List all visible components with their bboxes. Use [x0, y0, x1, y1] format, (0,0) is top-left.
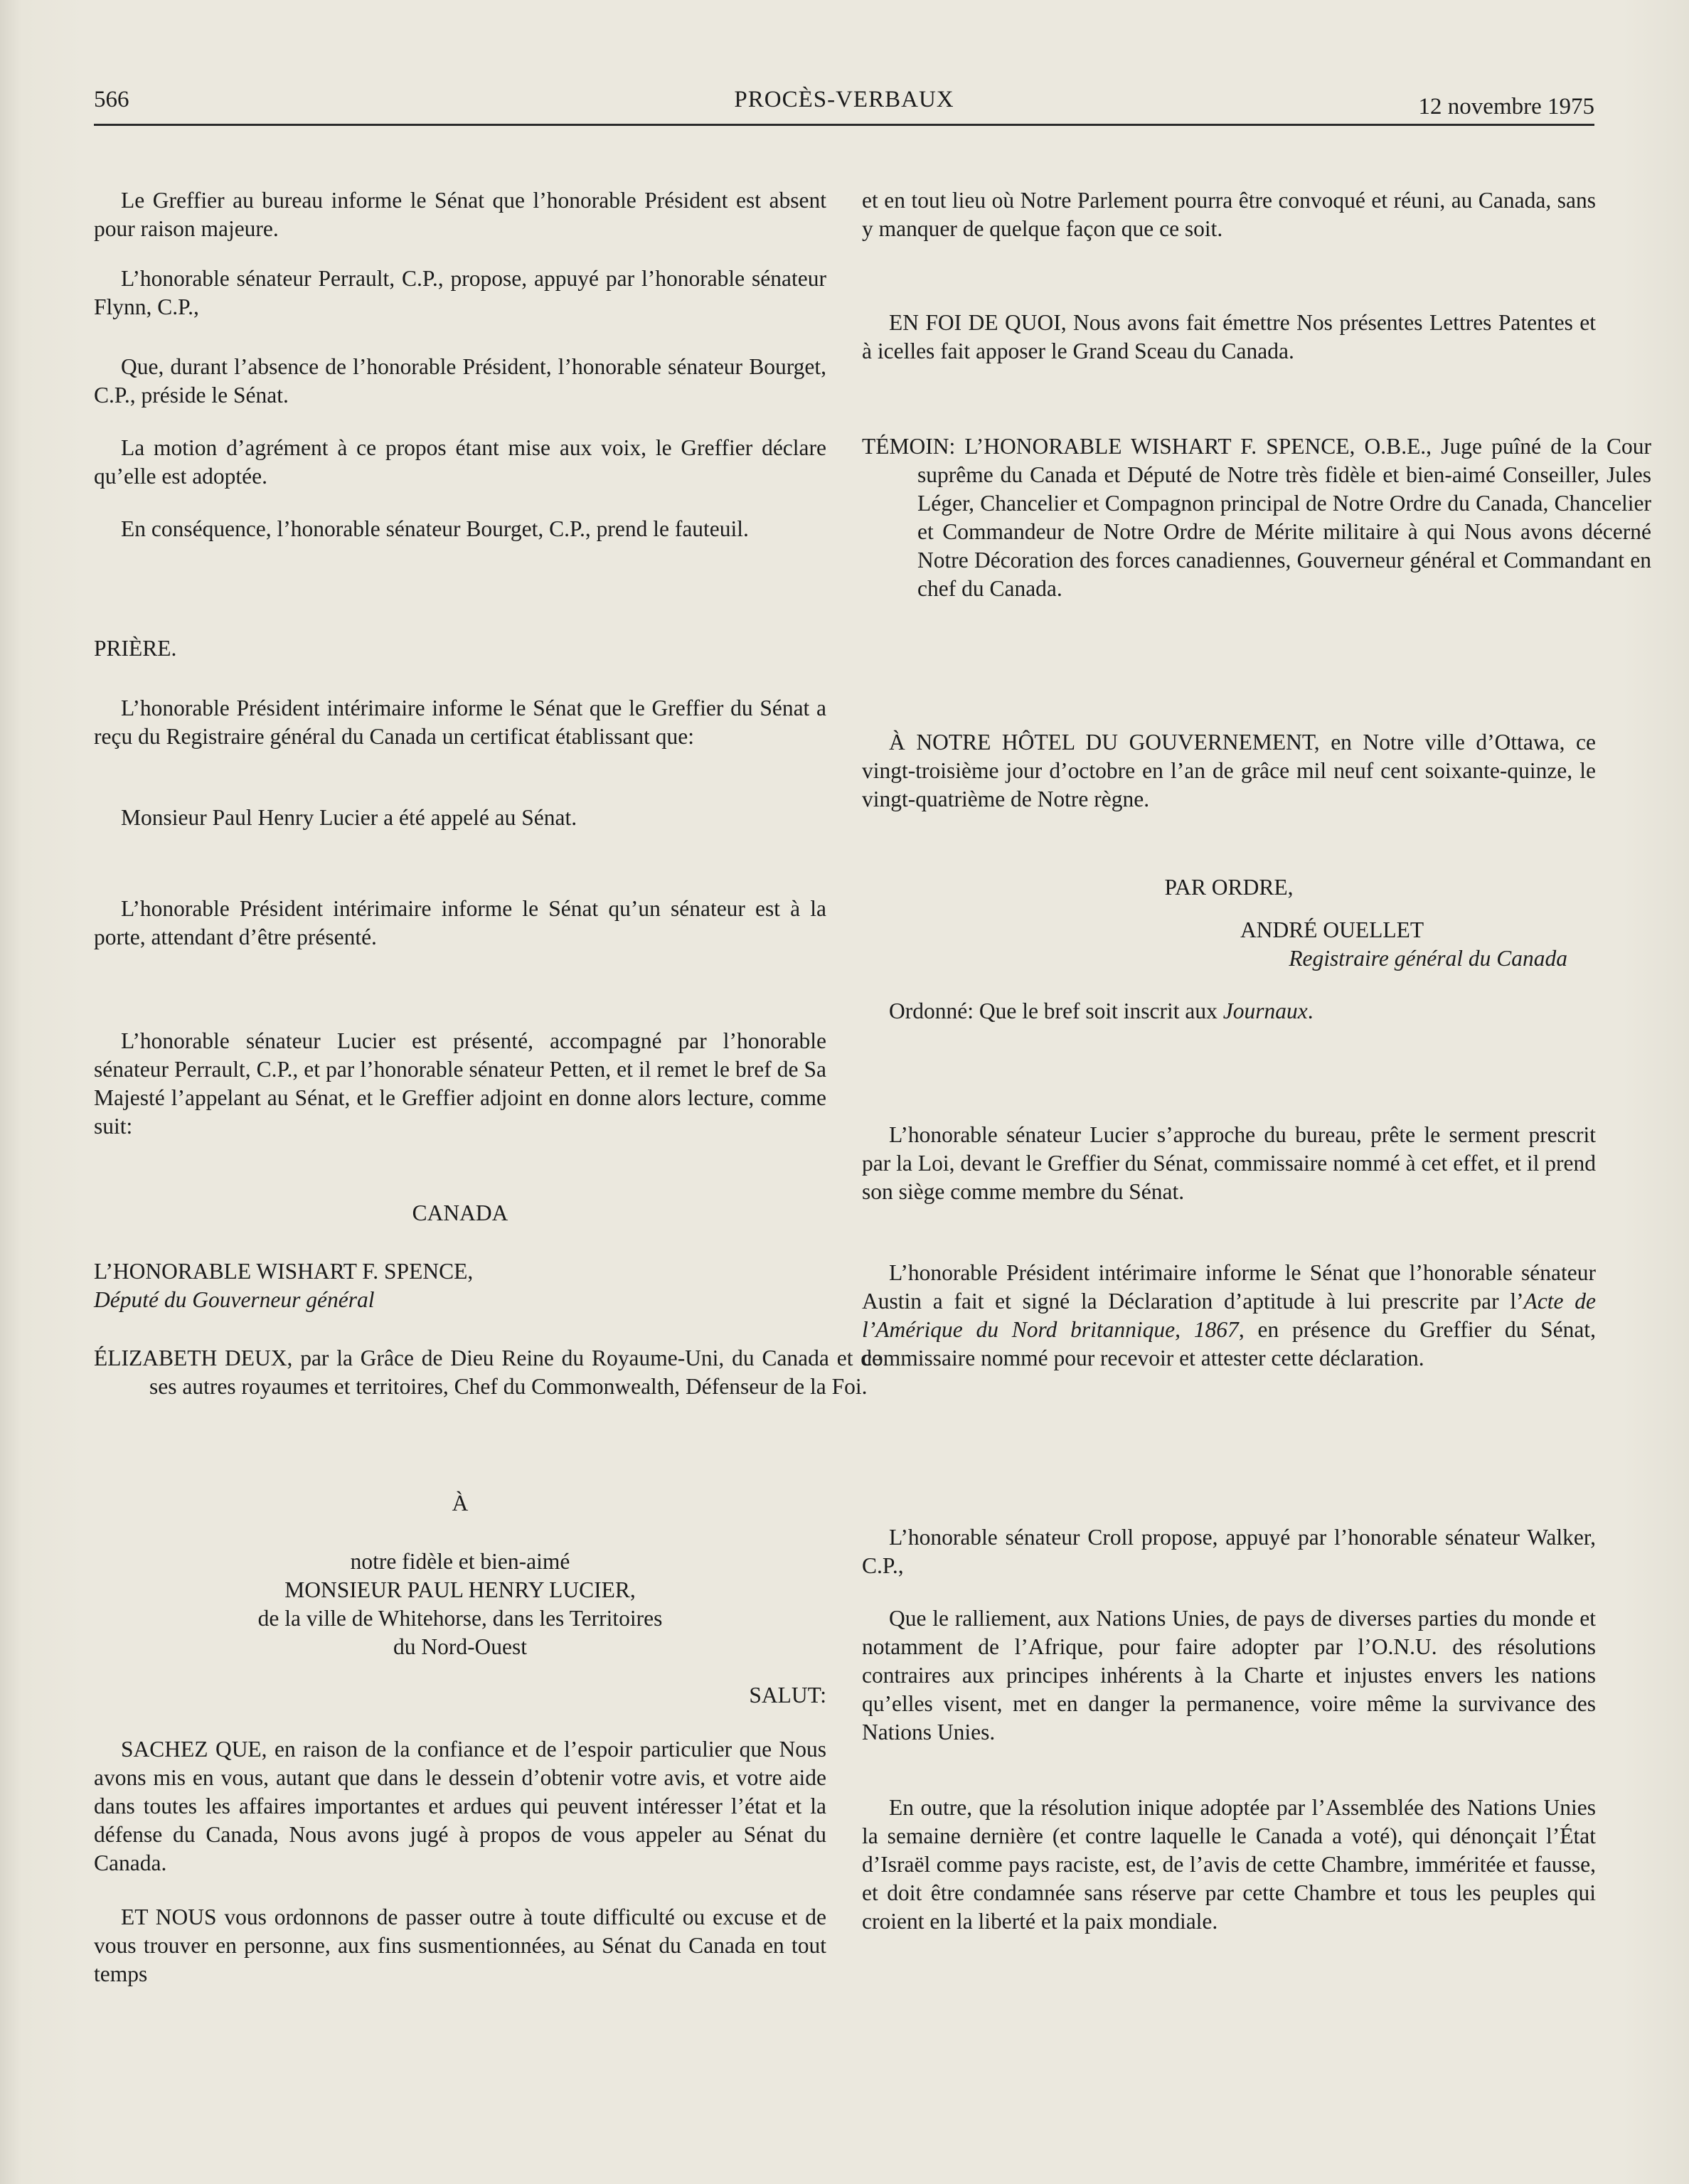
paragraph-elizabeth: ÉLIZABETH DEUX, par la Grâce de Dieu Reine du Royaume-Uni, du Canada et de ses autres royaumes et territoires, Chef du Commonwealth, Défenseur de la Foi.: [94, 1346, 882, 1399]
paragraph-en-outre: En outre, que la résolution inique adoptée par l’Assemblée des Nations Unies la semaine dernière (et contre laquelle le Canada a voté), qui dénonçait l’État d’Israël comme pays raciste, est, de l’avis de cette Chambre, imméritée et fausse, et doit être condamnée sans réserve par cette Chambre et tous les peuples qui croient en la liberté et la paix mondiale.: [862, 1795, 1596, 1934]
austin-text-a: L’honorable Président intérimaire informe le Sénat que l’honorable sénateur Austin a fait et signé la Déclaration d’aptitude à lui prescrite par l’: [862, 1260, 1596, 1314]
heading-canada: CANADA: [412, 1200, 508, 1225]
par-ordre: PAR ORDRE,: [1164, 875, 1294, 900]
paragraph-ordonne: [862, 997, 1596, 1026]
paragraph-et-nous: ET NOUS vous ordonnons de passer outre à toute difficulté ou excuse et de vous trouver en personne, aux fins susmentionnées, au Sénat du Canada en tout temps: [94, 1905, 826, 1986]
ordonne-journaux: Journaux: [1222, 998, 1308, 1023]
paragraph-senator-at-door: L’honorable Président intérimaire informe le Sénat qu’un sénateur est à la porte, attendant d’être présenté.: [94, 896, 826, 949]
paragraph-lucier-called: Monsieur Paul Henry Lucier a été appelé au Sénat.: [121, 805, 577, 830]
paragraph-writ-continuation: et en tout lieu où Notre Parlement pourra être convoqué et réuni, au Canada, sans y manquer de quelque façon que ce soit.: [862, 188, 1596, 241]
paragraph-austin-declaration: [862, 1259, 1596, 1373]
paragraph-hotel-du-gouvernement: À NOTRE HÔTEL DU GOUVERNEMENT, en Notre ville d’Ottawa, ce vingt-troisième jour d’octobre en l’an de grâce mil neuf cent soixante-quinze, le vingt-quatrième de Notre règne.: [862, 730, 1596, 811]
address-line-1: notre fidèle et bien-aimé: [350, 1549, 570, 1574]
address-line-4: du Nord-Ouest: [393, 1634, 528, 1659]
paragraph-lucier-oath: L’honorable sénateur Lucier s’approche du bureau, prête le serment prescrit par la Loi, devant le Greffier du Sénat, commissaire nommé à cet effet, et il prend son siège comme membre du Sénat.: [862, 1122, 1596, 1204]
salutation: SALUT:: [749, 1683, 826, 1708]
austin-act-title: Acte de l’Amérique du Nord britannique, 1867: [862, 1289, 1597, 1342]
paragraph-bourget-presides: Que, durant l’absence de l’honorable Président, l’honorable sénateur Bourget, C.P., préside le Sénat.: [94, 354, 826, 407]
address-line-3: de la ville de Whitehorse, dans les Territoires: [257, 1606, 663, 1631]
paragraph-certificate: L’honorable Président intérimaire informe le Sénat que le Greffier du Sénat a reçu du Registraire général du Canada un certificat établissant que:: [94, 696, 826, 749]
deputy-name: L’HONORABLE WISHART F. SPENCE,: [94, 1259, 474, 1284]
paragraph-croll-motion: L’honorable sénateur Croll propose, appuyé par l’honorable sénateur Walker, C.P.,: [862, 1525, 1596, 1578]
page-number: 566: [94, 87, 129, 112]
page-header: [94, 84, 1594, 126]
paragraph-motion-adopted: La motion d’agrément à ce propos étant mise aux voix, le Greffier déclare qu’elle est adoptée.: [94, 435, 826, 489]
deputy-title: Député du Gouverneur général: [94, 1287, 375, 1312]
austin-text-b: , en présence du Greffier du Sénat, commissaire nommé pour recevoir et attester cette déclaration.: [862, 1317, 1596, 1370]
paragraph-ralliement: Que le ralliement, aux Nations Unies, de pays de diverses parties du monde et notamment de l’Afrique, pour faire adopter par l’O.N.U. des résolutions contraires aux principes inhérents à la Charte et injustes envers les nations qu’elles visent, met en danger la permanence, voire même la survivance des Nations Unies.: [862, 1606, 1596, 1744]
paragraph-en-foi-de-quoi: EN FOI DE QUOI, Nous avons fait émettre Nos présentes Lettres Patentes et à icelles fait apposer le Grand Sceau du Canada.: [862, 310, 1596, 363]
paragraph-temoin: TÉMOIN: L’HONORABLE WISHART F. SPENCE, O.B.E., Juge puîné de la Cour suprême du Canada et Député de Notre très fidèle et bien-aimé Conseiller, Jules Léger, Chancelier et Compagnon principal de Notre Ordre du Canada, Chancelier et Commandeur de Notre Ordre de Mérite militaire à qui Nous avons décerné Notre Décoration des forces canadiennes, Gouverneur général et Commandant en chef du Canada.: [862, 434, 1651, 601]
signatory-title: Registraire général du Canada: [1289, 946, 1567, 971]
heading-priere: PRIÈRE.: [94, 636, 177, 661]
heading-a: À: [452, 1491, 469, 1516]
paragraph-perrault-motion: L’honorable sénateur Perrault, C.P., propose, appuyé par l’honorable sénateur Flynn, C.P.,: [94, 266, 826, 319]
ordonne-period: .: [1307, 998, 1314, 1023]
address-line-2: MONSIEUR PAUL HENRY LUCIER,: [284, 1577, 636, 1602]
paragraph-bourget-takes-chair: En conséquence, l’honorable sénateur Bourget, C.P., prend le fauteuil.: [121, 516, 749, 541]
paragraph-sachez-que: SACHEZ QUE, en raison de la confiance et de l’espoir particulier que Nous avons mis en vous, autant que dans le dessein d’obtenir votre avis, et votre aide dans toutes les affaires importantes et ardues qui peuvent intéresser l’état et la défense du Canada, Nous avons jugé à propos de vous appeler au Sénat du Canada.: [94, 1737, 826, 1875]
running-title: PROCÈS-VERBAUX: [734, 87, 954, 112]
paragraph-president-absent: Le Greffier au bureau informe le Sénat que l’honorable Président est absent pour raison majeure.: [94, 188, 826, 241]
header-date: 12 novembre 1975: [1418, 94, 1594, 119]
signatory-name: ANDRÉ OUELLET: [1240, 917, 1424, 942]
paragraph-lucier-presented: L’honorable sénateur Lucier est présenté, accompagné par l’honorable sénateur Perrault, C.P., et par l’honorable sénateur Petten, et il remet le bref de Sa Majesté l’appelant au Sénat, et le Greffier adjoint en donne alors lecture, comme suit:: [94, 1028, 826, 1139]
ordonne-text: Ordonné: Que le bref soit inscrit aux: [889, 998, 1223, 1023]
